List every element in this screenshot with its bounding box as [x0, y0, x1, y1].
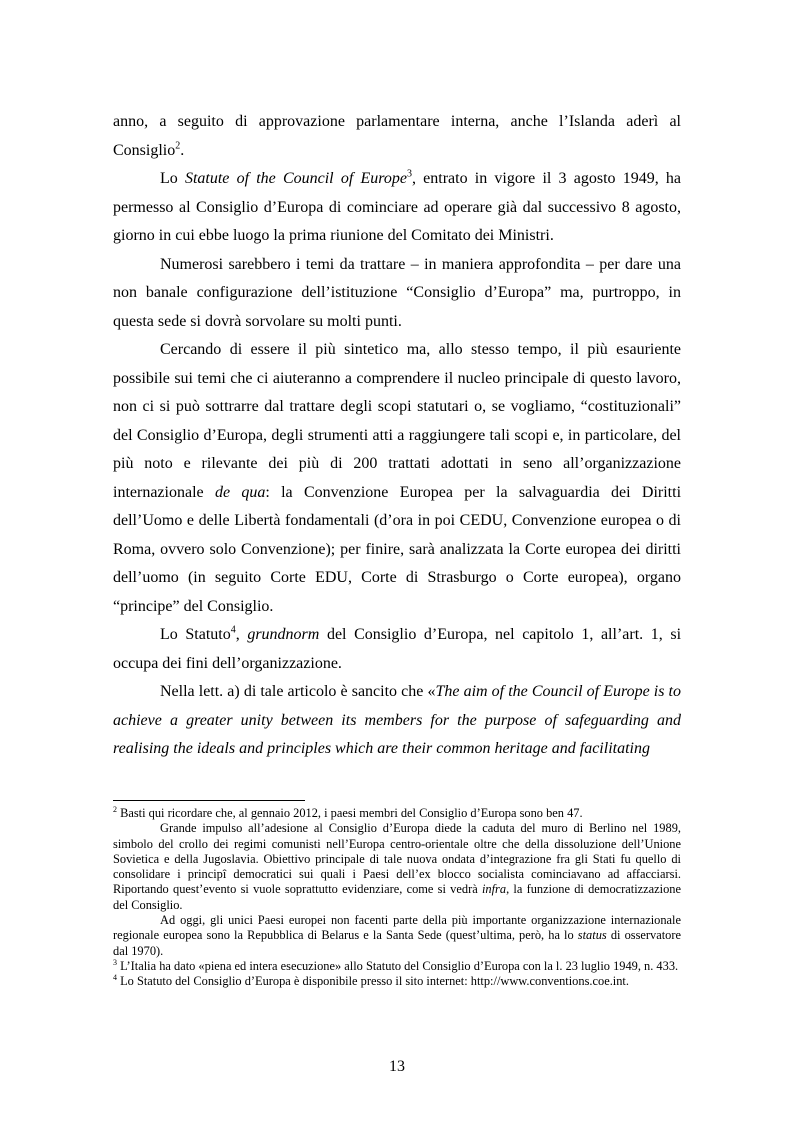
footnote-2b-italic: infra	[481, 882, 507, 897]
paragraph-4	[113, 336, 681, 621]
footnote-ref-3[interactable]: 3	[406, 168, 412, 180]
paragraph-1	[113, 108, 681, 165]
paragraph-4-start: Cercando di essere il più sintetico ma, allo stesso tempo, il più esauriente possibile sui temi che ci aiuteranno a comprendere il nucleo principale di questo lavoro, non ci si può sottrarre dal trattare degli scopi statutari o, se vogliamo, “costituzionali” del Consiglio d’Europa, degli strumenti atti a raggiungere tali scopi e, in particolare, del più noto e rilevante dei più di 200 trattati adottati in seno all’organizzazione internazionale	[113, 341, 681, 501]
paragraph-6	[113, 678, 681, 764]
footnote-3	[113, 959, 681, 974]
footnote-4	[113, 974, 681, 989]
footnote-2b-start: Grande impulso all’adesione al Consiglio d’Europa diede la caduta del muro di Berlino nel 1989, simbolo del crollo dei regimi comunisti nell’Europa centro-orientale oltre che della dissoluzione dell’Unione Sovietica e della Jugoslavia. Obiettivo principale di tale nuova ondata d’integrazione fra gli Stati fu quello di consolidare i principî democratici sui quali i Paesi dell’ex blocco socialista cominciavano ad affacciarsi. Riportando quest’evento si vuole soprattutto evidenziare, come si vedrà	[113, 821, 681, 897]
footnote-2b-rest: , la funzione di democratizzazione del Consiglio.	[113, 882, 681, 912]
statute-title: Statute of the Council of Europe	[184, 170, 407, 187]
footnote-2-paragraph-2	[113, 821, 681, 913]
paragraph-1-end: .	[180, 141, 185, 159]
footnote-ref-4[interactable]: 4	[230, 624, 236, 636]
paragraph-1-text: anno, a seguito di approvazione parlamentare interna, anche l’Islanda aderì al Consiglio	[113, 113, 681, 159]
paragraph-3: Numerosi sarebbero i temi da trattare – in maniera approfondita – per dare una non banale configurazione dell’istituzione “Consiglio d’Europa” ma, purtroppo, in questa sede si dovrà sorvolare su molti punti.	[113, 255, 681, 330]
footnote-ref-2[interactable]: 2	[175, 140, 181, 152]
paragraph-2-start: Lo	[160, 170, 185, 187]
paragraph-6-start: Nella lett. a) di tale articolo è sancito che «	[160, 683, 436, 700]
paragraph-5-start: Lo Statuto	[160, 626, 231, 643]
paragraph-4-italic: de qua	[214, 483, 266, 501]
paragraph-4-rest: : la Convenzione Europea per la salvaguardia dei Diritti dell’Uomo e delle Libertà fondamentali (d’ora in poi CEDU, Convenzione europea o di Roma, ovvero solo Convenzione); per finire, sarà analizzata la Corte europea dei diritti dell’uomo (in seguito Corte EDU, Corte di Strasburgo o Corte europea), organo “principe” del Consiglio.	[113, 483, 682, 615]
footnote-3-text: L’Italia ha dato «piena ed intera esecuzione» allo Statuto del Consiglio d’Europa con la l. 23 luglio 1949, n. 433.	[117, 958, 679, 973]
footnote-3-number: 3	[113, 957, 117, 967]
paragraph-5-comma: ,	[235, 626, 248, 643]
footnote-separator	[113, 800, 305, 801]
statute-quote: The aim of the Council of Europe is to achieve a greater unity between its members for the purpose of safeguarding and realising the ideals and principles which are their common heritage and facilitating	[113, 683, 682, 757]
footnote-2-number: 2	[113, 804, 117, 814]
paragraph-2-rest: , entrato in vigore il 3 agosto 1949, ha permesso al Consiglio d’Europa di cominciare ad operare già dal successivo 8 agosto, giorno in cui ebbe luogo la prima riunione del Comitato dei Ministri.	[113, 170, 681, 244]
footnote-2-paragraph-3	[113, 913, 681, 959]
footnote-2	[113, 806, 681, 821]
paragraph-5-rest: del Consiglio d’Europa, nel capitolo 1, all’art. 1, si occupa dei fini dell’organizzazione.	[113, 626, 682, 672]
footnote-2-text: Basti qui ricordare che, al gennaio 2012, i paesi membri del Consiglio d’Europa sono ben 47.	[117, 806, 583, 820]
paragraph-5-italic: grundnorm	[247, 626, 320, 643]
page-number: 13	[389, 1058, 405, 1075]
footnote-4-text: Lo Statuto del Consiglio d’Europa è disponibile presso il sito internet: http://www.conventions.coe.int.	[117, 974, 629, 989]
footnote-2c-rest: di osservatore dal 1970).	[113, 928, 681, 958]
footnote-4-number: 4	[113, 973, 117, 983]
main-text	[113, 108, 681, 764]
footnote-2c-start: Ad oggi, gli unici Paesi europei non facenti parte della più importante organizzazione internazionale regionale europea sono la Repubblica di Belarus e la Santa Sede (quest’ultima, però, ha lo	[113, 913, 681, 943]
footnotes	[113, 806, 681, 990]
paragraph-2	[113, 165, 681, 251]
footnote-2c-italic: status	[577, 928, 607, 943]
paragraph-5	[113, 621, 681, 678]
